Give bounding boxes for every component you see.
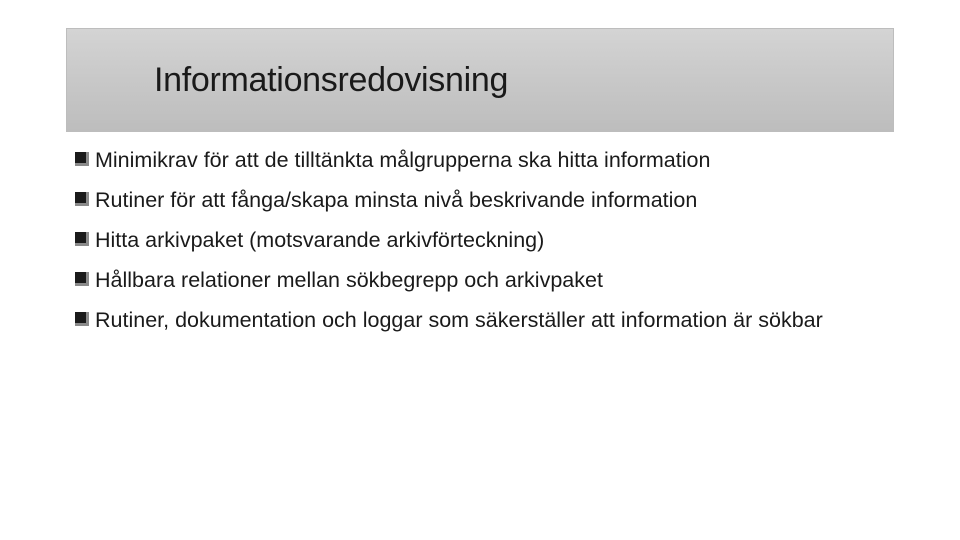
bullet-item [74,146,934,175]
bullet-text: Rutiner, dokumentation och loggar som säkerställer att information är sökbar [95,308,823,332]
bullet-text: Hitta arkivpaket (motsvarande arkivförteckning) [95,228,545,252]
slide-title: Informationsredovisning [154,61,509,99]
square-bullet-icon [75,232,89,246]
square-bullet-icon [75,272,89,286]
square-bullet-icon [75,192,89,206]
bullet-text: Rutiner för att fånga/skapa minsta nivå beskrivande information [95,188,698,212]
bullet-item [74,266,934,295]
square-bullet-icon [75,152,89,166]
title-band [66,28,894,132]
bullet-item [74,306,934,335]
square-bullet-icon [75,312,89,326]
bullet-list [74,146,934,346]
bullet-text: Minimikrav för att de tilltänkta målgrupperna ska hitta information [95,148,711,172]
bullet-text: Hållbara relationer mellan sökbegrepp och arkivpaket [95,268,603,292]
bullet-item [74,226,934,255]
bullet-item [74,186,934,215]
